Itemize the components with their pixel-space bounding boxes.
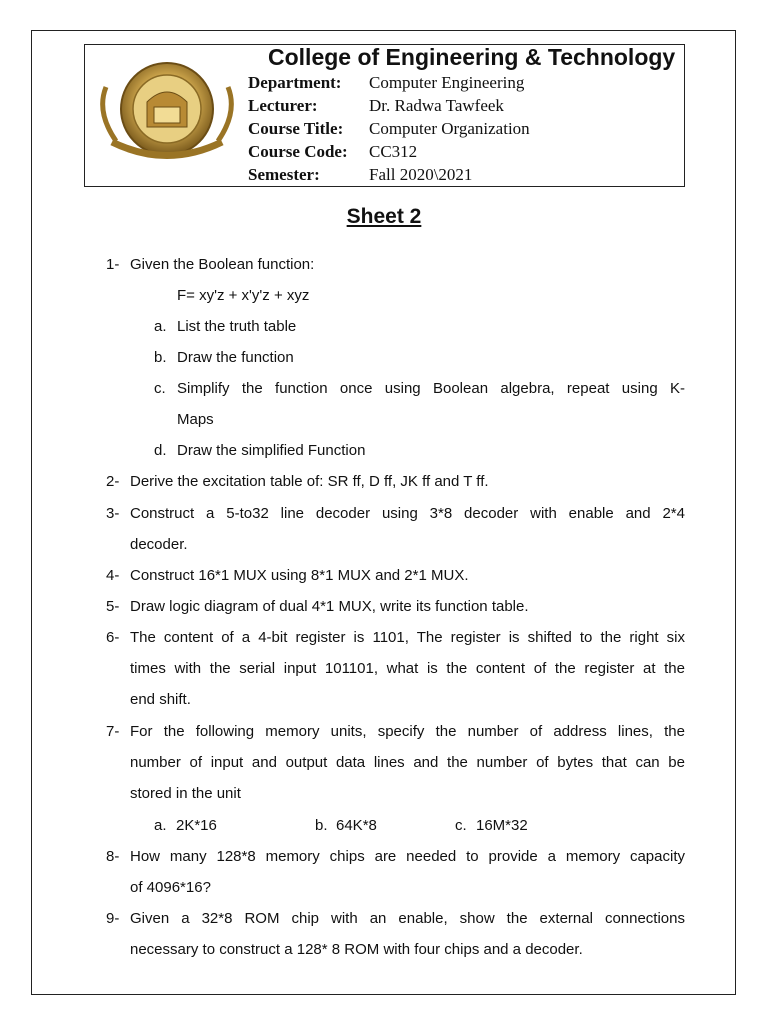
q7a-label: a.: [154, 817, 167, 834]
course-code-value: CC312: [369, 142, 418, 161]
q7a-text: 2K*16: [176, 817, 217, 834]
course-title-value: Computer Organization: [369, 119, 530, 138]
q2-text: Derive the excitation table of: SR ff, D ff, JK ff and T ff.: [130, 473, 489, 490]
q4-text: Construct 16*1 MUX using 8*1 MUX and 2*1 MUX.: [130, 567, 469, 584]
q1-number: 1-: [106, 256, 120, 273]
q1c-line2: Maps: [177, 411, 214, 428]
semester-value: Fall 2020\2021: [369, 165, 473, 184]
q7-line1: For the following memory units, specify the number of address lines, the: [130, 723, 685, 740]
q7-line2: number of input and output data lines and the number of bytes that can be: [130, 754, 685, 771]
college-name: College of Engineering & Technology: [268, 44, 676, 70]
q1b-text: Draw the function: [177, 349, 294, 366]
q1a-label: a.: [154, 318, 167, 335]
q6-line2: times with the serial input 101101, what is the content of the register at the: [130, 660, 685, 677]
q1-text: Given the Boolean function:: [130, 256, 315, 273]
q7-line3: stored in the unit: [130, 785, 241, 802]
course-title-label: Course Title:: [248, 119, 344, 138]
semester-label: Semester:: [248, 165, 320, 184]
q1c-label: c.: [154, 380, 166, 397]
q7b-label: b.: [315, 817, 328, 834]
q8-line2: of 4096*16?: [130, 879, 211, 896]
q7c-label: c.: [455, 817, 467, 834]
q1d-label: d.: [154, 442, 167, 459]
university-logo-icon: [92, 57, 242, 167]
q2-number: 2-: [106, 473, 120, 490]
q7b-text: 64K*8: [336, 817, 377, 834]
q6-line1: The content of a 4-bit register is 1101, The register is shifted to the right six: [130, 629, 685, 646]
q8-number: 8-: [106, 848, 120, 865]
course-code-label: Course Code:: [248, 142, 348, 161]
q5-text: Draw logic diagram of dual 4*1 MUX, write its function table.: [130, 598, 529, 615]
lecturer-label: Lecturer:: [248, 96, 318, 115]
q3-line2: decoder.: [130, 536, 188, 553]
q1c-line1: Simplify the function once using Boolean algebra, repeat using K-: [177, 380, 685, 397]
q9-number: 9-: [106, 910, 120, 927]
q9-line1: Given a 32*8 ROM chip with an enable, show the external connections: [130, 910, 685, 927]
q7-number: 7-: [106, 723, 120, 740]
q7c-text: 16M*32: [476, 817, 528, 834]
q1b-label: b.: [154, 349, 167, 366]
sheet-title: [0, 205, 768, 229]
q1d-text: Draw the simplified Function: [177, 442, 366, 459]
q5-number: 5-: [106, 598, 120, 615]
lecturer-value: Dr. Radwa Tawfeek: [369, 96, 504, 115]
department-value: Computer Engineering: [369, 73, 525, 92]
q3-number: 3-: [106, 505, 120, 522]
q6-line3: end shift.: [130, 691, 191, 708]
department-label: Department:: [248, 73, 342, 92]
q1-formula: F= xy'z + x'y'z + xyz: [177, 287, 310, 304]
q4-number: 4-: [106, 567, 120, 584]
q9-line2: necessary to construct a 128* 8 ROM with four chips and a decoder.: [130, 941, 583, 958]
q8-line1: How many 128*8 memory chips are needed to provide a memory capacity: [130, 848, 685, 865]
sheet-title-text: Sheet 2: [346, 205, 422, 228]
q1a-text: List the truth table: [177, 318, 297, 335]
q6-number: 6-: [106, 629, 120, 646]
q3-line1: Construct a 5-to32 line decoder using 3*8 decoder with enable and 2*4: [130, 505, 685, 522]
